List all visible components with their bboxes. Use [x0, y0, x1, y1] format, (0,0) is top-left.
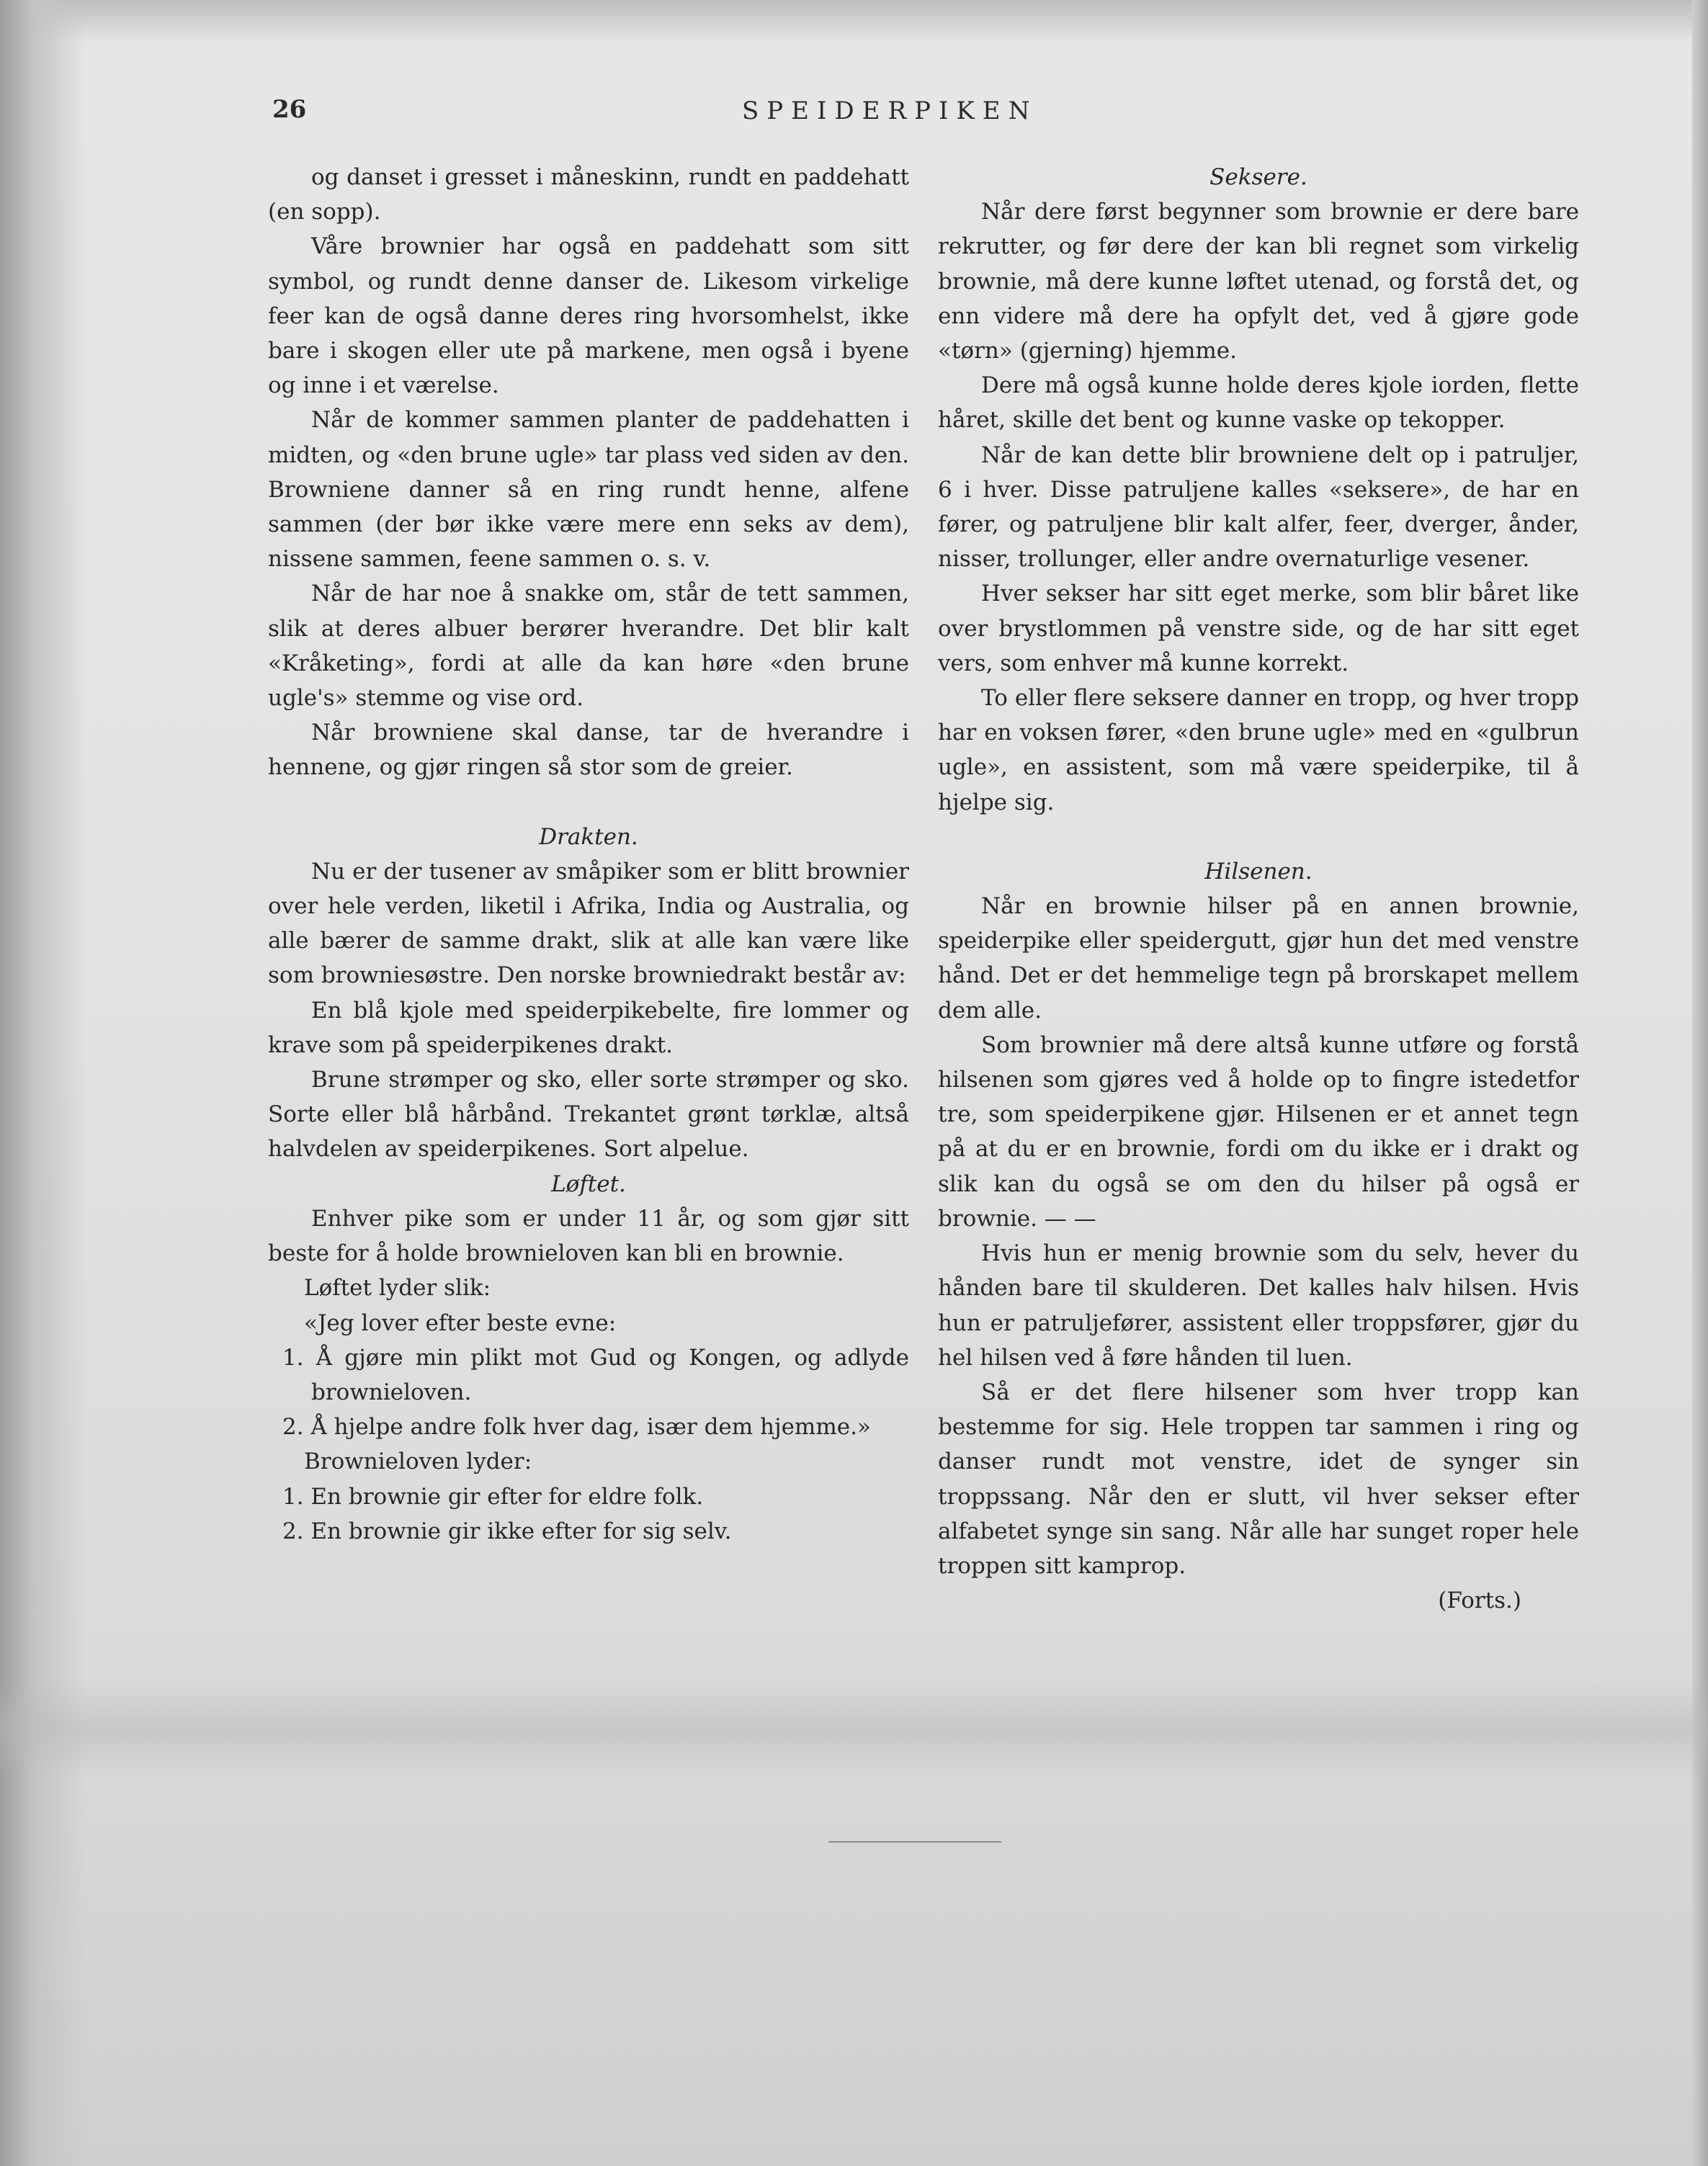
paragraph: Hver sekser har sitt eget merke, som blir båret like over brystlommen på venstre side, og de har sitt eget vers, som enhver må kunne korrekt. [938, 581, 1579, 676]
section-heading-loftet: Løftet. [551, 1171, 626, 1197]
paragraph: Når de kan dette blir browniene delt op i patruljer, 6 i hver. Disse patruljene kalles «seksere», de har en fører, og patruljene blir kalt alfer, feer, dverger, ånder, nisser, trollunger, eller andre overnaturlige vesener. [938, 442, 1579, 573]
left-column [268, 160, 909, 1549]
paragraph: Våre brownier har også en paddehatt som sitt symbol, og rundt denne danser de. Likesom virkelige feer kan de også danne deres ring hvorsomhelst, ikke bare i skogen eller ute på markene, men også i byene og inne i et værelse. [268, 233, 909, 399]
paragraph: Enhver pike som er under 11 år, og som gjør sitt beste for å holde brownieloven kan bli en brownie. [268, 1205, 909, 1267]
paragraph: En blå kjole med speiderpikebelte, fire lommer og krave som på speiderpikenes drakt. [268, 997, 909, 1058]
paragraph: Når browniene skal danse, tar de hverandre i hennene, og gjør ringen så stor som de greier. [268, 720, 909, 781]
section-heading-hilsenen: Hilsenen. [1204, 858, 1313, 885]
page-number: 26 [272, 95, 307, 124]
end-rule [828, 1841, 1001, 1843]
right-column [938, 160, 1579, 1618]
list-item: 2. En brownie gir ikke efter for sig selv. [282, 1518, 732, 1544]
continued-note: (Forts.) [1438, 1588, 1521, 1614]
paragraph: Brownieloven lyder: [304, 1449, 532, 1475]
paragraph: Så er det flere hilsener som hver tropp kan bestemme for sig. Hele troppen tar sammen i ring og danser rundt mot venstre, idet de synger sin troppssang. Når den er slutt, vil hver sekser efter alfabetet synge sin sang. Når alle har sunget roper hele troppen sitt kamprop. [938, 1379, 1579, 1579]
section-heading-seksere: Seksere. [1210, 164, 1307, 190]
paper-fold [0, 1678, 1708, 1779]
list-item: 2. Å hjelpe andre folk hver dag, især dem hjemme.» [282, 1414, 871, 1441]
paragraph: Dere må også kunne holde deres kjole iorden, flette håret, skille det bent og kunne vaske op tekopper. [938, 372, 1579, 434]
paragraph: Hvis hun er menig brownie som du selv, hever du hånden bare til skulderen. Det kalles halv hilsen. Hvis hun er patruljefører, assistent eller troppsfører, gjør du hel hilsen ved å føre hånden til luen. [938, 1240, 1579, 1371]
spacer [268, 785, 909, 820]
paragraph: og danset i gresset i måneskinn, rundt en paddehatt (en sopp). [268, 164, 909, 225]
paragraph: «Jeg lover efter beste evne: [304, 1310, 617, 1336]
list-item: 1. Å gjøre min plikt mot Gud og Kongen, og adlyde brownieloven. [282, 1344, 909, 1405]
paragraph: Løftet lyder slik: [304, 1275, 491, 1302]
paragraph: Nu er der tusener av småpiker som er blitt brownier over hele verden, liketil i Afrika, India og Australia, og alle bærer de samme drakt, slik at alle kan være like som browniesøstre. Den norske browniedrakt består av: [268, 858, 909, 989]
paragraph: To eller flere seksere danner en tropp, og hver tropp har en voksen fører, «den brune ugle» med en «gulbrun ugle», en assistent, som må være speiderpike, til å hjelpe sig. [938, 685, 1579, 815]
list-item: 1. En brownie gir efter for eldre folk. [282, 1483, 704, 1510]
running-head-title: SPEIDERPIKEN [742, 97, 1038, 125]
paragraph: Når de har noe å snakke om, står de tett sammen, slik at deres albuer berører hverandre. Det blir kalt «Kråketing», fordi at alle da kan høre «den brune ugle's» stemme og vise ord. [268, 581, 909, 712]
paragraph: Som brownier må dere altså kunne utføre og forstå hilsenen som gjøres ved å holde op to fingre istedetfor tre, som speiderpikene gjør. Hilsenen er et annet tegn på at du er en brownie, fordi om du ikke er i drakt og slik kan du også se om den du hilser på også er brownie. — — [938, 1031, 1579, 1232]
paragraph: Når de kommer sammen planter de paddehatten i midten, og «den brune ugle» tar plass ved siden av den. Browniene danner så en ring rundt henne, alfene sammen (der bør ikke være mere enn seks av dem), nissene sammen, feene sammen o. s. v. [268, 407, 909, 573]
page-edge-right [1692, 0, 1708, 2166]
paragraph: Brune strømper og sko, eller sorte strømper og sko. Sorte eller blå hårbånd. Trekantet grønt tørklæ, altså halvdelen av speiderpikenes. Sort alpelue. [268, 1067, 909, 1163]
section-heading-drakten: Drakten. [539, 823, 638, 850]
paragraph: Når dere først begynner som brownie er dere bare rekrutter, og før dere der kan bli regnet som virkelig brownie, må dere kunne løftet utenad, og forstå det, og enn videre må dere ha opfylt det, ved å gjøre gode «tørn» (gjerning) hjemme. [938, 199, 1579, 364]
page-binding-shadow [0, 0, 86, 2166]
spacer [938, 820, 1579, 854]
page-shadow-top [0, 0, 1708, 43]
paragraph: Når en brownie hilser på en annen brownie, speiderpike eller speidergutt, gjør hun det med venstre hånd. Det er det hemmelige tegn på brorskapet mellem dem alle. [938, 893, 1579, 1024]
